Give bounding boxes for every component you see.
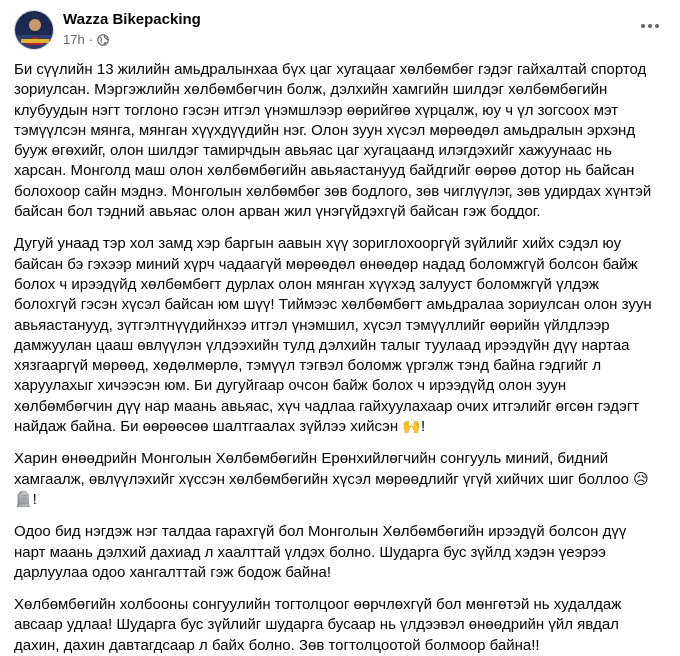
post-paragraph: Одоо бид нэгдэж нэг талдаа гарахгүй бол Монголын Хөлбөмбөгийн ирээдүй болсон дүү нарт маань дэлхий дахиад л хаалттай үлдэх болно. Шударга бус зүйлд хэдэн үеэрээ дарлуулаа одоо хангалттай гэж бодож байна! <box>14 523 627 581</box>
post-meta <box>63 10 201 48</box>
more-options-icon[interactable] <box>634 10 666 42</box>
post-paragraph: Дугуй унаад тэр хол замд хэр баргын аавын хүү зориглохооргүй зүйлийг хийх сэдэл юу байсан бэ гэхээр миний хүрч чадаагүй мөрөөдөл өнөөдөр надад боломжгүй болсон байж болох ч ирээдүйд хөлбөмбөгт дурлах олон мянган хүүхэд залууст боломжгүй үлдэж болохгүй гэсэн хүсэл байсан юм шүү! Тиймээс хөлбөмбөгт амьдралаа зориулсан олон зуун авьяастанууд, зүтгэлтнүүдийнхээ итгэл үнэмшил, хүсэл тэмүүллийг өөрийн үйлдлээр дамжуулан цааш өвлүүлэн үлдээхийн тулд дэлхийн талыг туулаад ирээдүйн дүү нартаа хязгааргүй мөрөөд, хөдөлмөрлө, тэмүүл тэгвэл боломж үргэлж тэнд байна гэдгийг л харуулахыг хичээсэн юм. Би дугуйгаар очсон байж болох ч ирээдүйд олон зуун хөлбөмбөгчин дүү нар маань авьяас, хүч чадлаа гайхуулахаар очих итгэлийг өгсөн гэдэгт найдаж байна. Би өөрөөсөө шалтгаалах зүйлээ хийсэн 🙌! <box>14 235 652 436</box>
page-name[interactable]: Wazza Bikepacking <box>63 11 201 28</box>
post-header <box>14 0 664 52</box>
post-timestamp[interactable]: 17h <box>63 32 85 47</box>
page-avatar[interactable] <box>14 10 54 50</box>
avatar-image <box>15 11 54 50</box>
separator-dot: · <box>88 32 94 47</box>
post-paragraph: Харин өнөөдрийн Монголын Хөлбөмбөгийн Ерөнхийлөгчийн сонгууль миний, бидний хамгаалж, өвлүүлэхийг хүссэн хөлбөмбөгийн хүсэл мөрөөдлийг үгүй хийчих шиг боллоо 😥🪦! <box>14 450 649 508</box>
globe-icon[interactable] <box>97 34 109 46</box>
post-subline <box>63 32 201 48</box>
post-paragraph: Би сүүлийн 13 жилийн амьдралынхаа бүх цаг хугацааг хөлбөмбөг гэдэг гайхалтай спортод зориулсан. Мэргэжлийн хөлбөмбөгчин болж, дэлхийн хамгийн шилдэг хөлбөмбөгийн клубуудын нэгт тоглоно гэсэн итгэл үнэмшлээр өөрийгөө хүрцалж, юу ч үл зогсоох мэт тэмүүлсэн мянга, мянган хүүхдүүдийн нэг. Олон зуун хүсэл мөрөөдөл амьдралын эрхэнд бууж өгөхийг, олон шилдэг тамирчдын авьяас цаг хугацаанд илэгдэхийг хажуунаас нь харсан. Монголд маш олон хөлбөмбөгийн авьяастанууд байдгийг өөрөө дотор нь байсан болохоор сайн мэднэ. Монголын хөлбөмбөг зөв бодлого, зөв чиглүүлэг, зөв удирдах хүнтэй байсан бол тэдний авьяас олон арван жил үнэгүйдэхгүй байсан гэж боддог. <box>14 61 652 221</box>
post-body <box>14 60 664 656</box>
post-paragraph: Хөлбөмбөгийн холбооны сонгуулийн тогтолцоог өөрчлөхгүй бол мөнгөтэй нь худалдаж авсаар удлаа! Шударга бус зүйлийг шударга бусаар нь үлдээвэл өнөөдрийн үйл явдал дахин, дахин давтагдсаар л байх болно. Зөв тогтолцоотой болмоор байна!! <box>14 596 622 654</box>
